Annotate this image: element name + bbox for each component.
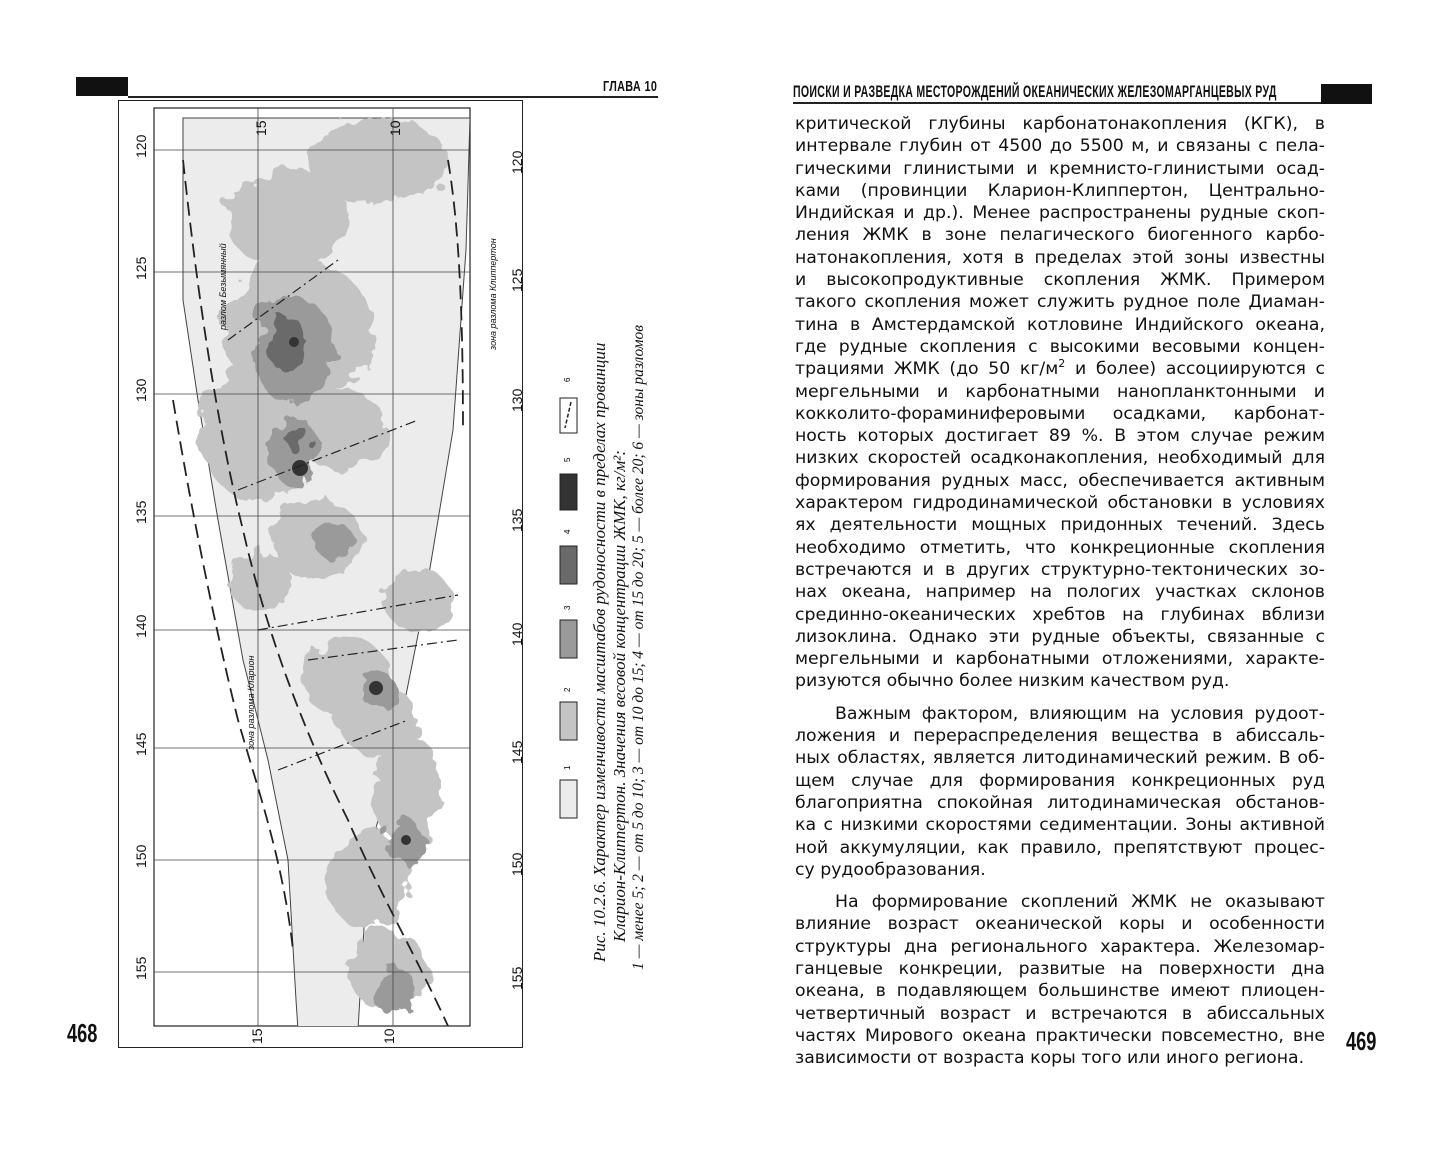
text-line: ганцевые конкреции, развитые на поверхности дна	[795, 958, 1325, 979]
lon-label-top: 130	[133, 378, 149, 402]
text-line: критической глубины карбонатонакопления (КГК), в	[795, 114, 1325, 134]
legend-item-3	[560, 605, 577, 658]
lon-label-top: 125	[133, 256, 149, 280]
text-line: ной аккумуляции, как правило, препятствуют процес-	[795, 837, 1325, 858]
lon-label-bottom: 120	[509, 150, 525, 174]
lat-label-left: 15	[253, 120, 269, 136]
patch-class3	[313, 522, 353, 558]
text-line: частях Мирового океана практически повсеместно, вне	[795, 1025, 1325, 1046]
page-number-left: 468	[67, 1018, 98, 1048]
text-line: низких скоростей осадконакопления, необходимый для	[795, 448, 1325, 469]
text-line: Индийская и др.). Менее распространены рудные скоп-	[795, 203, 1325, 224]
header-bar-right	[1321, 84, 1372, 104]
legend-num: 6	[563, 377, 572, 382]
legend-swatch-2	[560, 702, 577, 740]
text-line: необходимо отметить, что конкреционные скопления	[795, 537, 1325, 558]
text-line: щем случае для формирования конкреционных руд	[795, 770, 1325, 791]
lat-label-left: 10	[387, 120, 403, 136]
text-line: ложения и перераспределения вещества в абиссаль-	[795, 726, 1325, 747]
patch-class2	[383, 570, 453, 630]
body-text	[795, 113, 1325, 1069]
text-line: структуры дна регионального характера. Железомар-	[795, 936, 1325, 957]
text-line: формирования рудных масс, обеспечивается активным	[795, 470, 1325, 491]
lon-label-bottom: 145	[509, 740, 525, 764]
patch-class5	[289, 337, 299, 347]
text-line: где рудные скопления с высокими весовыми концен-	[795, 336, 1325, 357]
text-line: су рудообразования.	[795, 859, 986, 880]
patch-class2	[228, 170, 348, 270]
text-line	[795, 358, 1325, 380]
text-line: тина в Амстердамской котловине Индийского океана,	[795, 314, 1325, 335]
lon-label-bottom: 140	[509, 622, 525, 646]
lon-label-top: 150	[133, 844, 149, 868]
text-line: влияние возраст океанической коры и особенности	[795, 914, 1325, 935]
text-line: ях деятельности мощных придонных течений. Здесь	[795, 515, 1325, 536]
lon-label-top: 145	[133, 732, 149, 756]
lon-label-bottom: 155	[509, 966, 525, 990]
legend-item-5	[560, 457, 577, 510]
text-line: благоприятна спокойная литодинамическая обстанов-	[795, 792, 1325, 813]
text-line: ления ЖМК в зоне пелагического биогенного карбо-	[795, 225, 1325, 246]
superscript: 2	[1058, 357, 1066, 371]
patch-class5	[369, 681, 383, 695]
legend-item-4	[560, 529, 577, 584]
text-segment: трациями ЖМК (до 50 кг/м	[795, 359, 1059, 380]
lon-label-bottom: 130	[509, 388, 525, 412]
patch-class4	[268, 317, 308, 373]
page-number-right: 469	[1346, 1026, 1377, 1056]
text-segment: и более) ассоциируются с	[1065, 359, 1325, 380]
legend-num: 5	[563, 457, 572, 462]
text-line: океана, в подавляющем большинстве имеют плиоцен-	[795, 981, 1325, 1002]
text-line: ка с низкими скоростями седиментации. Зоны активной	[795, 815, 1325, 836]
header-rule-right	[793, 102, 1321, 104]
text-line: нах океана, например на пологих участках склонов	[795, 582, 1325, 603]
legend-swatch-3	[560, 620, 577, 658]
legend-swatch-4	[560, 546, 577, 584]
text-line: срединно-океанических хребтов на глубинах вблизи	[795, 604, 1325, 625]
text-line: ризуются обычно более низким качеством руд.	[795, 671, 1230, 692]
lat-label-right: 15	[249, 1028, 265, 1044]
text-line: ность которых достигает 89 %. В этом случае режим	[795, 426, 1325, 447]
text-line: и высокопродуктивные скопления ЖМК. Примером	[795, 270, 1325, 291]
lon-label-bottom: 150	[509, 852, 525, 876]
lon-label-top: 135	[133, 500, 149, 524]
fault-label-unnamed: разлом Безымянный	[218, 243, 228, 330]
legend-item-6	[560, 377, 577, 433]
text-line: мергельными и карбонатными нанопланктонными и	[795, 381, 1325, 402]
fault-label-clipperton: зона разлома Клиппертон	[488, 238, 498, 350]
lon-label-top: 120	[133, 134, 149, 158]
legend-num: 1	[563, 765, 572, 770]
legend-num: 4	[563, 529, 572, 534]
legend-item-1	[560, 765, 577, 818]
caption-line-1: Рис. 10.2.6. Характер изменчивости масштабов рудоносности в пределах провинции	[590, 342, 609, 962]
text-line: кокколито-фораминиферовыми осадками, карбонат-	[795, 403, 1325, 424]
caption-line-2: Кларион-Клиппертон. Значения весовой концентрации ЖМК, кг/м²:	[610, 450, 629, 942]
running-head-left: ГЛАВА 10	[603, 78, 658, 95]
text-line: интервале глубин от 4500 до 5500 м, и связаны с пела-	[795, 136, 1325, 157]
patch-class4	[286, 426, 310, 454]
text-line: мергельными и карбонатными отложениями, характе-	[795, 649, 1325, 670]
header-rule-left	[128, 96, 658, 98]
text-line: ками (провинции Кларион-Клиппертон, Центрально-	[795, 180, 1325, 201]
text-line: натонакопления, хотя в пределах этой зоны известны	[795, 247, 1325, 268]
legend-swatch-5	[560, 474, 577, 510]
text-line: четвертичный возраст и встречаются в абиссальных	[795, 1003, 1325, 1024]
lon-label-top: 155	[133, 956, 149, 980]
text-line: такого скопления может служить рудное поле Диаман-	[795, 292, 1325, 313]
text-line: На формирование скоплений ЖМК не оказывают	[835, 892, 1325, 913]
legend-num: 2	[563, 687, 572, 692]
text-line: Важным фактором, влияющим на условия рудоот-	[835, 703, 1325, 724]
running-head-right: ПОИСКИ И РАЗВЕДКА МЕСТОРОЖДЕНИЙ ОКЕАНИЧЕСКИХ ЖЕЛЕЗОМАРГАНЦЕВЫХ РУД	[793, 82, 1277, 101]
legend	[555, 370, 583, 820]
legend-swatch-1	[560, 780, 577, 818]
lon-label-bottom: 135	[509, 508, 525, 532]
text-line: лизоклина. Однако эти рудные объекты, связанные с	[795, 626, 1325, 647]
caption-line-3: 1 — менее 5; 2 — от 5 до 10; 3 — от 10 до 15; 4 — от 15 до 20; 5 — более 20; 6 — зоны разломов	[630, 325, 647, 970]
figure-caption	[590, 210, 660, 970]
legend-item-2	[560, 687, 577, 740]
lon-label-bottom: 125	[509, 268, 525, 292]
text-line: ных областях, является литодинамический режим. В об-	[795, 748, 1325, 769]
fault-label-clarion: зона разлома Кларион	[246, 655, 256, 750]
map-figure	[118, 100, 523, 1048]
lat-label-right: 10	[381, 1028, 397, 1044]
text-line: характером гидродинамической обстановки в условиях	[795, 493, 1325, 514]
lon-label-top: 140	[133, 614, 149, 638]
header-bar-left	[76, 77, 128, 96]
text-line: гическими глинистыми и кремнисто-глинистыми осад-	[795, 158, 1325, 179]
patch-class5	[401, 835, 411, 845]
text-line: зависимости от возраста коры того или иного региона.	[795, 1048, 1305, 1069]
legend-num: 3	[563, 605, 572, 610]
text-line: встречаются и в других структурно-тектонических зо-	[795, 559, 1325, 580]
